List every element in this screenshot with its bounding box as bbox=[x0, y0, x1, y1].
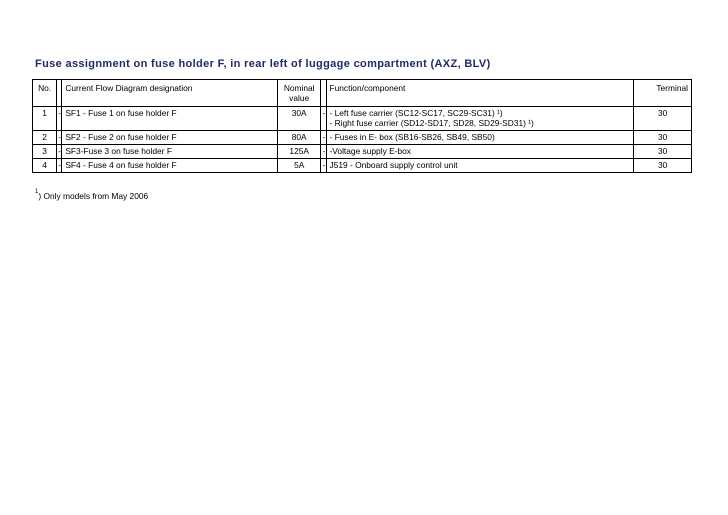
table-row bbox=[33, 145, 692, 159]
function-line: - Left fuse carrier (SC12-SC17, SC29-SC31) ¹) bbox=[329, 108, 503, 118]
function-line: - Fuses in E- box (SB16-SB26, SB49, SB50) bbox=[329, 132, 495, 142]
header-terminal: Terminal bbox=[634, 80, 692, 107]
header-nominal-line1: Nominal bbox=[283, 83, 315, 93]
row-dash: - bbox=[321, 131, 326, 145]
function-line: - Right fuse carrier (SD12-SD17, SD28, SD29-SD31) ¹) bbox=[329, 118, 534, 128]
row-dash: - bbox=[57, 107, 62, 131]
row-function bbox=[326, 145, 634, 159]
footnote-text: ) Only models from May 2006 bbox=[38, 191, 149, 201]
row-nominal-value: 30A bbox=[277, 107, 321, 131]
row-no: 4 bbox=[33, 159, 57, 173]
header-nominal-value bbox=[277, 80, 321, 107]
table-header bbox=[33, 80, 692, 107]
row-nominal-value: 5A bbox=[277, 159, 321, 173]
row-terminal: 30 bbox=[634, 131, 692, 145]
row-dash: - bbox=[321, 159, 326, 173]
header-designation: Current Flow Diagram designation bbox=[62, 80, 278, 107]
row-terminal: 30 bbox=[634, 107, 692, 131]
row-designation: SF1 - Fuse 1 on fuse holder F bbox=[62, 107, 278, 131]
footnote bbox=[35, 191, 148, 201]
row-dash: - bbox=[57, 131, 62, 145]
fuse-assignment-table bbox=[32, 79, 692, 173]
row-terminal: 30 bbox=[634, 145, 692, 159]
header-function: Function/component bbox=[326, 80, 634, 107]
row-dash: - bbox=[321, 107, 326, 131]
footnote-marker: 1 bbox=[35, 189, 39, 195]
row-function bbox=[326, 159, 634, 173]
table-row bbox=[33, 159, 692, 173]
row-dash: - bbox=[57, 145, 62, 159]
table-row bbox=[33, 131, 692, 145]
header-no: No. bbox=[33, 80, 57, 107]
header-nominal-line2: value bbox=[289, 93, 310, 103]
row-function bbox=[326, 107, 634, 131]
row-designation: SF4 - Fuse 4 on fuse holder F bbox=[62, 159, 278, 173]
row-nominal-value: 125A bbox=[277, 145, 321, 159]
row-designation: SF3-Fuse 3 on fuse holder F bbox=[62, 145, 278, 159]
table-body bbox=[33, 107, 692, 173]
row-designation: SF2 - Fuse 2 on fuse holder F bbox=[62, 131, 278, 145]
table-row bbox=[33, 107, 692, 131]
row-no: 2 bbox=[33, 131, 57, 145]
table-header-row bbox=[33, 80, 692, 107]
row-no: 3 bbox=[33, 145, 57, 159]
page-title: Fuse assignment on fuse holder F, in rear left of luggage compartment (AXZ, BLV) bbox=[35, 58, 491, 70]
row-dash: - bbox=[57, 159, 62, 173]
row-nominal-value: 80A bbox=[277, 131, 321, 145]
row-no: 1 bbox=[33, 107, 57, 131]
row-function bbox=[326, 131, 634, 145]
row-terminal: 30 bbox=[634, 159, 692, 173]
function-line: J519 - Onboard supply control unit bbox=[329, 160, 458, 170]
row-dash: - bbox=[321, 145, 326, 159]
function-line: -Voltage supply E-box bbox=[329, 146, 411, 156]
